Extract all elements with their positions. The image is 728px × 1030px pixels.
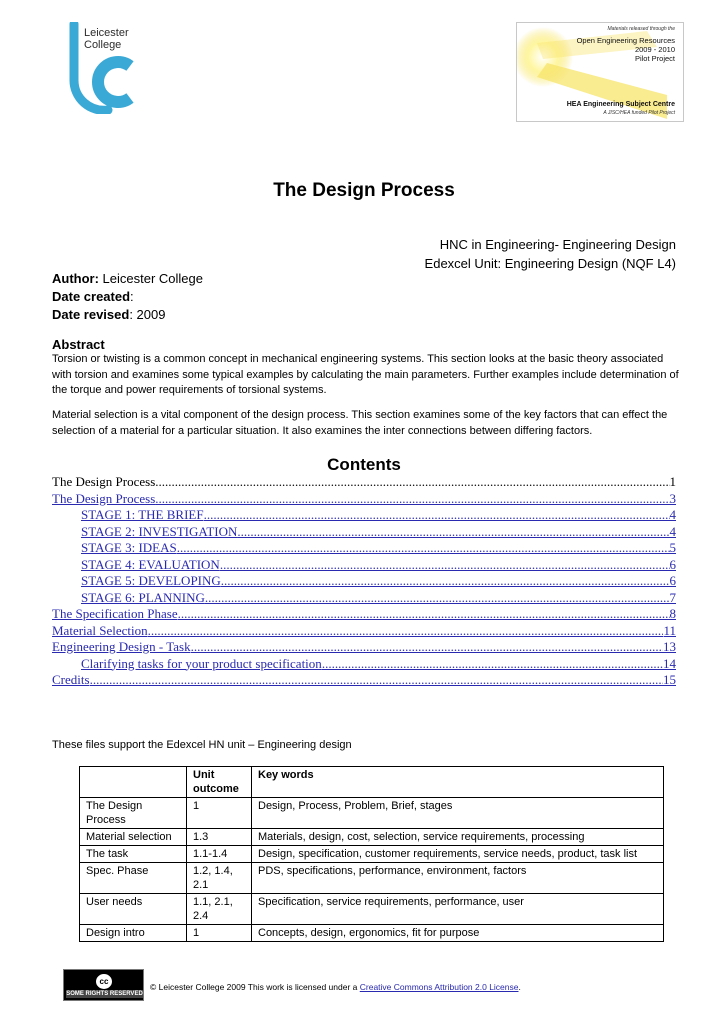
support-text: These files support the Edexcel HN unit – Engineering design [52,739,352,751]
table-cell: Concepts, design, ergonomics, fit for purpose [252,925,664,942]
date-created-line: Date created: [52,289,134,304]
toc-entry[interactable]: Engineering Design - Task ..... 13 [52,639,676,656]
table-row [80,798,664,829]
table-cell: 1.1-1.4 [187,846,252,863]
abstract-paragraph-2: Material selection is a vital component of the design process. This section examines some of the key factors that can effect the selection of a material for a particular situation. It also examines the inter connections between differing factors. [52,409,668,437]
table-cell: 1 [187,798,252,829]
cc-icon: cc [94,972,114,991]
table-cell: The task [80,846,187,863]
course-subtitle: HNC in Engineering- Engineering Design [439,237,676,252]
table-cell: User needs [80,894,187,925]
table-row [80,863,664,894]
unit-outcomes-table [79,766,664,942]
toc-entry[interactable]: STAGE 4: EVALUATION ..... 6 [52,557,676,574]
table-header: Unit outcome [187,767,252,798]
table-cell: 1.1, 2.1, 2.4 [187,894,252,925]
table-cell: Specification, service requirements, performance, user [252,894,664,925]
toc-entry[interactable]: Credits ..... 15 [52,672,676,689]
author-line: Author: Leicester College [52,271,203,286]
abstract-heading: Abstract [52,337,105,352]
table-cell: Materials, design, cost, selection, service requirements, processing [252,829,664,846]
toc-entry[interactable]: The Design Process ..... 3 [52,491,676,508]
table-cell: Material selection [80,829,187,846]
date-revised-line: Date revised: 2009 [52,307,166,322]
table-cell: Design, specification, customer requirements, service needs, product, task list [252,846,664,863]
license-link[interactable]: Creative Commons Attribution 2.0 License [359,982,519,992]
table-cell: Spec. Phase [80,863,187,894]
table-cell: 1 [187,925,252,942]
license-footer: © Leicester College 2009 This work is licensed under a Creative Commons Attribution 2.0 License. [150,982,521,992]
table-row [80,829,664,846]
table-row [80,894,664,925]
oer-banner [516,22,684,122]
table-cell: PDS, specifications, performance, environment, factors [252,863,664,894]
unit-subtitle: Edexcel Unit: Engineering Design (NQF L4) [424,256,676,271]
contents-heading: Contents [327,455,401,474]
table-cell: Design intro [80,925,187,942]
toc-entry[interactable]: Clarifying tasks for your product specification ..... 14 [52,656,676,673]
table-cell: 1.3 [187,829,252,846]
toc-entry[interactable]: The Design Process ..... 1 [52,474,676,491]
document-title: The Design Process [273,180,455,201]
toc-entry[interactable]: STAGE 1: THE BRIEF ..... 4 [52,507,676,524]
oer-small-text: Materials released through the [607,26,675,32]
table-cell: Design, Process, Problem, Brief, stages [252,798,664,829]
cc-badge-text: SOME RIGHTS RESERVED [66,991,143,997]
table-row [80,925,664,942]
abstract-paragraph-1: Torsion or twisting is a common concept in mechanical engineering systems. This section looks at the basic theory associated with torsion and examines some typical examples by calculating the main parameters. Further examples include determination of the torque and power requirements of torsional systems. [52,353,679,396]
hea-title: HEA Engineering Subject Centre [566,101,675,108]
toc-entry[interactable]: Material Selection ..... 11 [52,623,676,640]
table-header-row [80,767,664,798]
toc-entry[interactable]: The Specification Phase ..... 8 [52,606,676,623]
toc-entry[interactable]: STAGE 2: INVESTIGATION ..... 4 [52,524,676,541]
table-header: Key words [252,767,664,798]
table-header [80,767,187,798]
toc-entry[interactable]: STAGE 6: PLANNING ..... 7 [52,590,676,607]
toc-entry[interactable]: STAGE 3: IDEAS ..... 5 [52,540,676,557]
table-row [80,846,664,863]
hea-subtitle: A JISC/HEA funded Pilot Project [603,110,675,116]
college-logo-text: Leicester College [84,27,129,51]
oer-title: Open Engineering Resources 2009 - 2010 Pilot Project [576,36,675,63]
table-of-contents [52,474,676,689]
table-cell: 1.2, 1.4, 2.1 [187,863,252,894]
creative-commons-badge[interactable] [63,969,144,1001]
table-cell: The Design Process [80,798,187,829]
toc-entry[interactable]: STAGE 5: DEVELOPING ..... 6 [52,573,676,590]
